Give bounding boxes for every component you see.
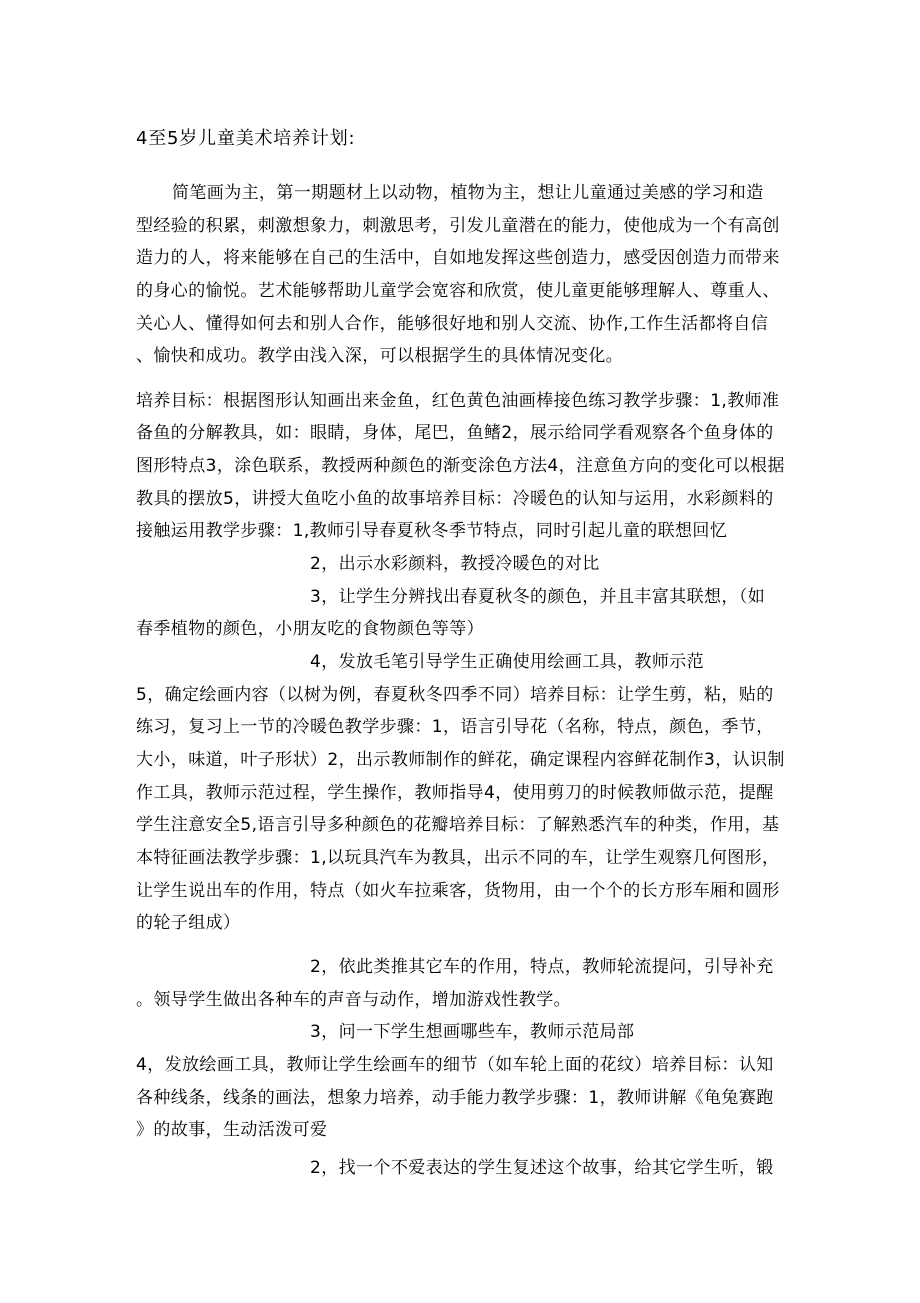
body-line: 培养目标：根据图形认知画出来金鱼，红色黄色油画棒接色练习教学步骤：1,教师准 <box>136 391 780 411</box>
body-line: 3，问一下学生想画哪些车，教师示范局部 <box>310 1022 635 1042</box>
intro-line: 简笔画为主，第一期题材上以动物，植物为主，想让儿童通过美感的学习和造 <box>172 183 764 203</box>
body-line: 作工具，教师示范过程，学生操作，教师指导4，使用剪刀的时候教师做示范，提醒 <box>136 783 774 803</box>
body-line: 春季植物的颜色，小朋友吃的食物颜色等等） <box>136 619 484 639</box>
body-line: 》的故事，生动活泼可爱 <box>136 1120 328 1140</box>
body-line: 教具的摆放5，讲授大鱼吃小鱼的故事培养目标：冷暖色的认知与运用，水彩颜料的 <box>136 489 774 509</box>
body-line: 4，发放绘画工具，教师让学生绘画车的细节（如车轮上面的花纹）培养目标：认知 <box>136 1055 774 1075</box>
body-line: 各种线条，线条的画法，想象力培养，动手能力教学步骤：1，教师讲解《龟兔赛跑 <box>136 1088 774 1108</box>
body-line: 5，确定绘画内容（以树为例，春夏秋冬四季不同）培养目标：让学生剪，粘，贴的 <box>136 685 774 705</box>
body-line: 2，找一个不爱表达的学生复述这个故事，给其它学生听，锻 <box>310 1158 774 1178</box>
body-line: 的轮子组成） <box>136 913 241 933</box>
body-line: 大小，味道，叶子形状）2，出示教师制作的鲜花，确定课程内容鲜花制作3，认识制 <box>136 750 785 770</box>
intro-line: 关心人、懂得如何去和别人合作，能够很好地和别人交流、协作,工作生活都将自信 <box>136 314 769 334</box>
intro-line: 型经验的积累，刺激想象力，刺激思考，引发儿童潜在的能力，使他成为一个有高创 <box>136 216 780 236</box>
body-line: 让学生说出车的作用，特点（如火车拉乘客，货物用，由一个个的长方形车厢和圆形 <box>136 881 780 901</box>
body-line: 图形特点3，涂色联系，教授两种颜色的渐变涂色方法4，注意鱼方向的变化可以根据 <box>136 456 785 476</box>
body-line: 学生注意安全5,语言引导多种颜色的花瓣培养目标：了解熟悉汽车的种类，作用，基 <box>136 815 780 835</box>
intro-line: 的身心的愉悦。艺术能够帮助儿童学会宽容和欣赏，使儿童更能够理解人、尊重人、 <box>136 281 780 301</box>
body-line: 4，发放毛笔引导学生正确使用绘画工具，教师示范 <box>310 652 705 672</box>
intro-line: 、愉快和成功。教学由浅入深，可以根据学生的具体情况变化。 <box>136 346 624 366</box>
body-line: 练习，复习上一节的冷暖色教学步骤：1，语言引导花（名称，特点，颜色，季节， <box>136 717 774 737</box>
body-line: 本特征画法教学步骤：1,以玩具汽车为教具，出示不同的车，让学生观察几何图形， <box>136 848 780 868</box>
body-line: 。领导学生做出各种车的声音与动作，增加游戏性教学。 <box>136 990 571 1010</box>
body-line: 接触运用教学步骤：1,教师引导春夏秋冬季节特点，同时引起儿童的联想回忆 <box>136 521 728 541</box>
document-title: 4至5岁儿童美术培养计划: <box>136 128 356 149</box>
body-line: 2，出示水彩颜料，教授冷暖色的对比 <box>310 554 600 574</box>
intro-line: 造力的人，将来能够在自己的生活中，自如地发挥这些创造力，感受因创造力而带来 <box>136 248 780 268</box>
body-line: 备鱼的分解教具，如：眼睛，身体，尾巴，鱼鳍2，展示给同学看观察各个鱼身体的 <box>136 423 774 443</box>
body-line: 3，让学生分辨找出春夏秋冬的颜色，并且丰富其联想，（如 <box>310 587 766 607</box>
body-line: 2，依此类推其它车的作用，特点，教师轮流提问，引导补充 <box>310 957 774 977</box>
